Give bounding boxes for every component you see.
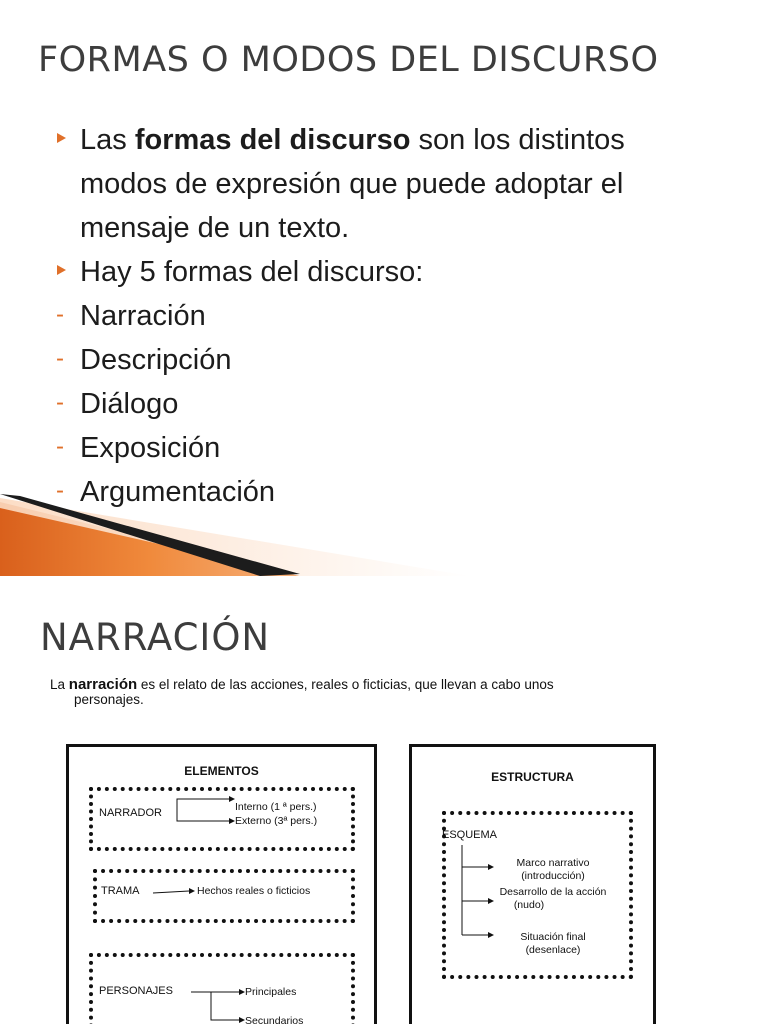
arrow-heads: [189, 796, 245, 1023]
slide-narracion: [0, 582, 768, 1024]
definition-bold-term: narración: [68, 676, 138, 693]
desarrollo-note: (nudo): [513, 899, 545, 911]
estructura-title: ESTRUCTURA: [491, 770, 574, 784]
form-item-exposicion: - Exposición: [52, 426, 742, 470]
form-item-argumentacion: - Argumentación: [52, 470, 742, 514]
definition-post: es el relato de las acciones, reales o ficticias, que llevan a cabo unos: [137, 677, 554, 692]
intro-line-2: modos de expresión que puede adoptar el: [80, 168, 624, 200]
trama-hechos: Hechos reales o ficticios: [197, 885, 311, 897]
marco-note: (introducción): [521, 870, 585, 882]
slide-title: FORMAS O MODOS DEL DISCURSO: [38, 40, 659, 80]
situacion-note: (desenlace): [525, 944, 581, 956]
elementos-panel: [66, 744, 377, 1024]
definition-continuation: personajes.: [74, 692, 144, 707]
slide-title: NARRACIÓN: [40, 616, 271, 659]
esquema-label: ESQUEMA: [442, 829, 498, 841]
marco-name: Marco narrativo: [516, 857, 590, 869]
definition-text: [50, 677, 700, 707]
intro-pre: Las: [80, 124, 135, 156]
estructura-panel: [409, 744, 656, 1024]
form-item-descripcion: - Descripción: [52, 338, 742, 382]
estructura-connectors: [412, 747, 653, 1024]
count-bullet: Hay 5 formas del discurso:: [52, 250, 742, 294]
desarrollo-name: Desarrollo de la acción: [499, 886, 607, 898]
intro-bold-term: formas del discurso: [134, 124, 411, 156]
personajes-principales: Principales: [245, 986, 297, 998]
intro-post: son los distintos: [410, 124, 625, 156]
definition-pre: La: [50, 677, 69, 692]
narrador-label: NARRADOR: [99, 807, 162, 819]
narrador-interno: Interno (1 ª pers.): [235, 801, 317, 813]
intro-line-3: mensaje de un texto.: [80, 212, 350, 244]
form-item-dialogo: - Diálogo: [52, 382, 742, 426]
decorative-swoosh: [0, 490, 768, 576]
trama-label: TRAMA: [101, 885, 140, 897]
intro-bullet: [52, 118, 742, 250]
estructura-arrow-heads: [488, 864, 494, 938]
bullet-list: [52, 118, 742, 514]
situacion-name: Situación final: [520, 931, 586, 943]
narrador-externo: Externo (3ª pers.): [235, 815, 318, 827]
personajes-label: PERSONAJES: [99, 985, 173, 997]
elementos-connectors: [69, 747, 374, 1024]
intro-line-1: [80, 118, 742, 162]
elementos-title: ELEMENTOS: [184, 764, 259, 778]
personajes-secundarios: Secundarios: [245, 1015, 304, 1024]
form-item-narracion: - Narración: [52, 294, 742, 338]
